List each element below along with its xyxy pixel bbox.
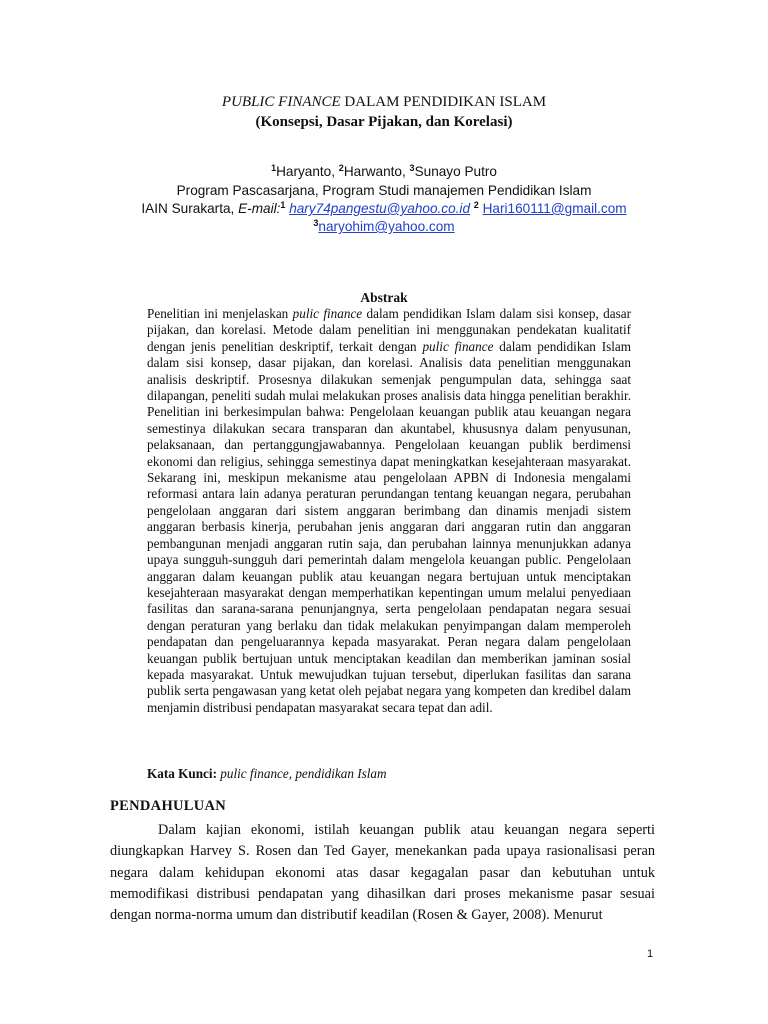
abstract-italic-term-2: pulic finance bbox=[422, 338, 494, 354]
author-list bbox=[0, 164, 768, 179]
email-line-3 bbox=[0, 219, 768, 234]
paper-title bbox=[0, 94, 768, 111]
title-rest: DALAM PENDIDIKAN ISLAM bbox=[340, 94, 547, 110]
paper-subtitle: (Konsepsi, Dasar Pijakan, dan Korelasi) bbox=[255, 114, 513, 130]
institution-name: IAIN Surakarta, bbox=[141, 201, 239, 216]
abstract-heading: Abstrak bbox=[360, 290, 408, 305]
email-label: E-mail: bbox=[238, 201, 281, 216]
section-body-text: Dalam kajian ekonomi, istilah keuangan publik atau keuangan negara seperti diungkapkan Harvey S. Rosen dan Ted Gayer, menekankan pada upaya rasionalisasi peran negara dalam kehidupan ekonomi atas dasar kegagalan pasar dan kebutuhan untuk memodifikasi distribusi pendapatan yang dihasilkan dari proses mekanisme pasar sesuai dengan norma-norma umum dan distributif keadilan (Rosen & Gayer, 2008). Menurut bbox=[110, 822, 655, 924]
author-3-number: 3 bbox=[409, 163, 415, 173]
abstract-italic-term-1: pulic finance bbox=[292, 306, 363, 321]
author-2-number: 2 bbox=[338, 163, 344, 173]
email-2-number: 2 bbox=[473, 200, 479, 210]
page-number: 1 bbox=[647, 948, 654, 960]
author-3-name: Sunayo Putro bbox=[414, 164, 497, 179]
section-heading: PENDAHULUAN bbox=[110, 798, 227, 814]
author-1-number: 1 bbox=[271, 163, 277, 173]
email-link-2[interactable]: Hari160111@gmail.com bbox=[482, 201, 627, 216]
email-3-number: 3 bbox=[313, 218, 319, 228]
keywords-value: pulic finance, pendidikan Islam bbox=[216, 766, 387, 781]
abstract-part-3: dalam pendidikan Islam dalam sisi konsep, dasar pijakan, dan korelasi. Analisis data penelitian menggunakan analisis deskriptif. Prosesnya dilakukan semenjak pengumpulan data, sehingga saat dilapangan, peneliti sudah mulai melakukan proses analisis data hingga penelitian berakhir. Penelitian ini berkesimpulan bahwa: Pengelolaan keuangan publik atau keuangan negara semestinya dilakukan secara transparan dan akuntabel, khususnya dalam penyusunan, pelaksanaan, dan pertanggungjawabannya. Pengelolaan keuangan publik berdimensi ekonomi dan religius, sehingga semestinya dapat meningkatkan kesejahteraan masyarakat. Sekarang ini, meskipun mekanisme atau pengelolaan APBN di Indonesia mengalami reformasi antara lain adanya peraturan perundangan tentang keuangan negara, perubahan pengelolaan anggaran dari sistem anggaran berimbang dan dinamis menjadi sistem anggaran berbasis kinerja, perubahan jenis anggaran dari anggaran rutin dan anggaran pembangunan menjadi anggaran rutin saja, dan perubahan lainnya menunjukkan adanya upaya sungguh-sungguh dari pemerintah dalam mengelola keuangan public. Pengelolaan anggaran dalam keuangan publik atau keuangan negara bertujuan untuk menciptakan kesejahteraan masyarakat dengan memperhatikan kepentingan umum melalui penyediaan fasilitas dan sarana-sarana penunjangnya, serta pengelolaan pendapatan negara sesuai dengan peraturan yang berlaku dan tidak melakukan penyimpangan dalam memperoleh pendapatan dan pengeluarannya kepada masyarakat. Peran negara dalam pengelolaan keuangan publik bertujuan untuk menciptakan keadilan dan memberikan jaminan sosial kepada masyarakat. Untuk mewujudkan tujuan tersebut, diperlukan fasilitas dan sarana publik serta pengawasan yang ketat oleh pejabat negara yang kompeten dan kredibel dalam menjamin distribusi pendapatan masyarakat secara tepat dan adil. bbox=[147, 338, 631, 715]
program-affiliation: Program Pascasarjana, Program Studi manajemen Pendidikan Islam bbox=[176, 183, 592, 198]
keywords-line bbox=[147, 766, 387, 782]
abstract-part-1: Penelitian ini menjelaskan bbox=[147, 306, 293, 321]
email-link-3[interactable]: naryohim@yahoo.com bbox=[318, 219, 455, 234]
email-1-number: 1 bbox=[280, 200, 286, 210]
author-2-name: Harwanto, bbox=[343, 164, 410, 179]
email-link-1[interactable]: hary74pangestu@yahoo.co.id bbox=[289, 201, 471, 216]
abstract-part-2: dalam pendidikan Islam dalam sisi konsep, dasar pijakan, dan korelasi. Metode dalam penelitian ini menggunakan pendekatan kualitatif dengan jenis penelitian deskriptif, terkait dengan bbox=[147, 306, 631, 354]
author-1-name: Haryanto, bbox=[276, 164, 339, 179]
abstract-text bbox=[147, 306, 631, 716]
title-italic-part: PUBLIC FINANCE bbox=[221, 94, 341, 110]
institution-line bbox=[0, 201, 768, 216]
keywords-label: Kata Kunci: bbox=[147, 766, 217, 781]
